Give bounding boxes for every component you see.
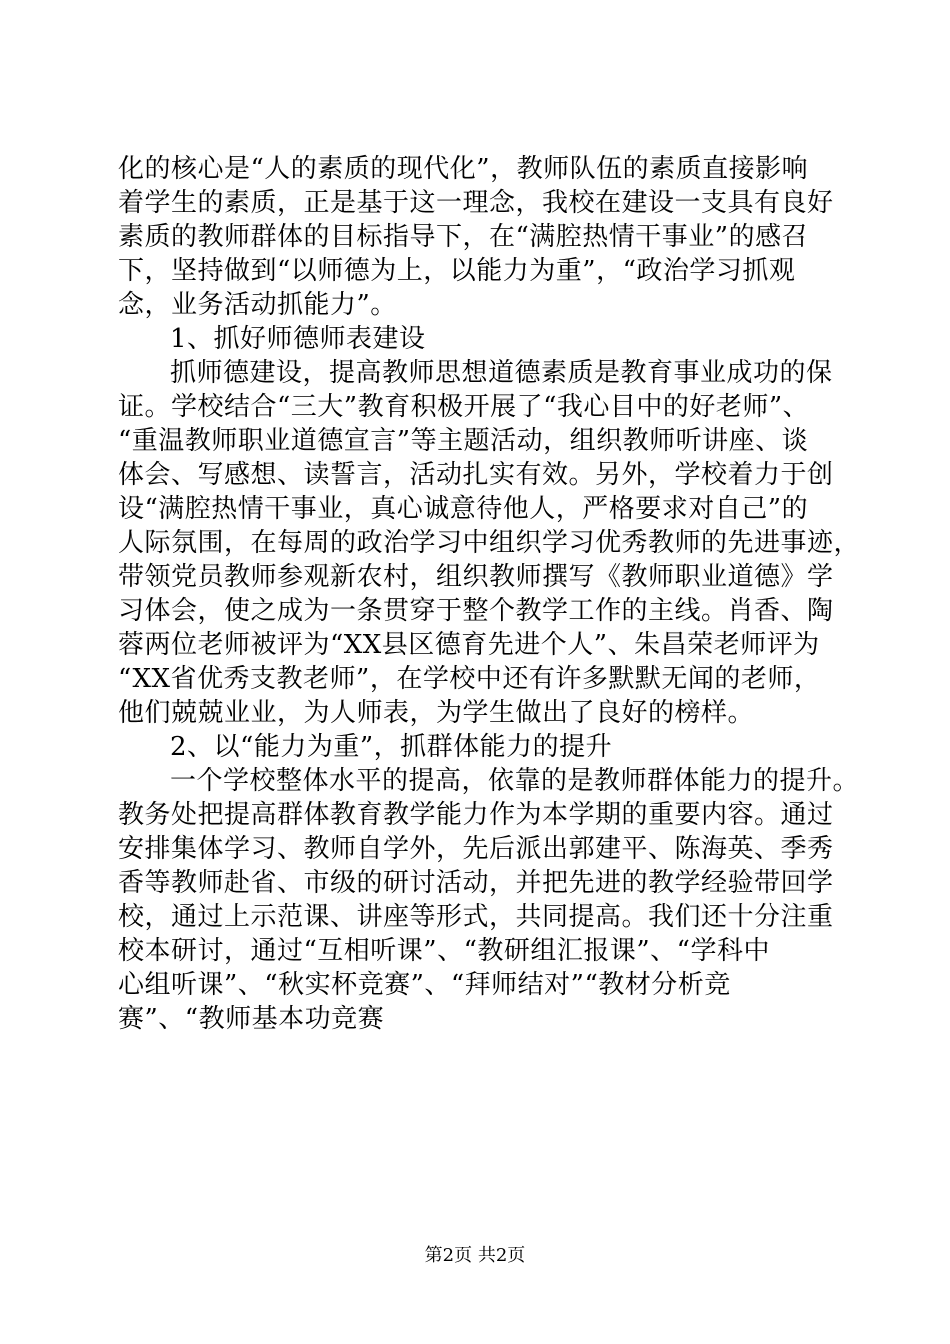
section-heading: 1、抓好师德师表建设 xyxy=(170,324,426,354)
body-line: 香等教师赴省、市级的研讨活动，并把先进的教学经验带回学 xyxy=(118,868,834,898)
body-line: 校本研讨，通过“互相听课”、“教研组汇报课”、“学科中 xyxy=(118,936,770,966)
body-line: 心组听课”、“秋实杯竞赛”、“拜师结对”“教材分析竞 xyxy=(118,970,731,1000)
body-line: 人际氛围，在每周的政治学习中组织学习优秀教师的先进事迹， xyxy=(118,528,861,558)
document-body xyxy=(118,152,861,1036)
body-line: 安排集体学习、教师自学外，先后派出郭建平、陈海英、季秀 xyxy=(118,834,834,864)
body-line: 素质的教师群体的目标指导下，在“满腔热情干事业”的感召 xyxy=(118,222,809,252)
section-heading: 2、以“能力为重”，抓群体能力的提升 xyxy=(170,732,613,762)
body-line: 念，业务活动抓能力”。 xyxy=(118,290,397,320)
body-line: 教务处把提高群体教育教学能力作为本学期的重要内容。通过 xyxy=(118,800,834,830)
body-line: 化的核心是“人的素质的现代化”，教师队伍的素质直接影响 xyxy=(118,154,809,184)
body-line: 下，坚持做到“以师德为上，以能力为重”，“政治学习抓观 xyxy=(118,256,796,286)
body-line: 赛”、“教师基本功竞赛 xyxy=(118,1004,385,1034)
body-line: 体会、写感想、读誓言，活动扎实有效。另外，学校着力于创 xyxy=(118,460,834,490)
body-line: 他们兢兢业业，为人师表，为学生做出了良好的榜样。 xyxy=(118,698,755,728)
body-line: 一个学校整体水平的提高，依靠的是教师群体能力的提升。 xyxy=(170,766,860,796)
body-line: “XX省优秀支教老师”，在学校中还有许多默默无闻的老师， xyxy=(118,664,821,694)
body-line: 习体会，使之成为一条贯穿于整个教学工作的主线。肖香、陶 xyxy=(118,596,834,626)
body-line: 蓉两位老师被评为“XX县区德育先进个人”、朱昌荣老师评为 xyxy=(118,630,820,660)
body-line: 设“满腔热情干事业，真心诚意待他人，严格要求对自己”的 xyxy=(118,494,809,524)
body-line: “重温教师职业道德宣言”等主题活动，组织教师听讲座、谈 xyxy=(118,426,809,456)
body-line: 带领党员教师参观新农村，组织教师撰写《教师职业道德》学 xyxy=(118,562,834,592)
body-line: 校，通过上示范课、讲座等形式，共同提高。我们还十分注重 xyxy=(118,902,834,932)
body-line: 着学生的素质，正是基于这一理念，我校在建设一支具有良好 xyxy=(118,188,834,218)
page-number-footer: 第2页 共2页 xyxy=(424,1245,526,1266)
body-line: 抓师德建设，提高教师思想道德素质是教育事业成功的保 xyxy=(170,358,833,388)
body-line: 证。学校结合“三大”教育积极开展了“我心目中的好老师”、 xyxy=(118,392,810,422)
